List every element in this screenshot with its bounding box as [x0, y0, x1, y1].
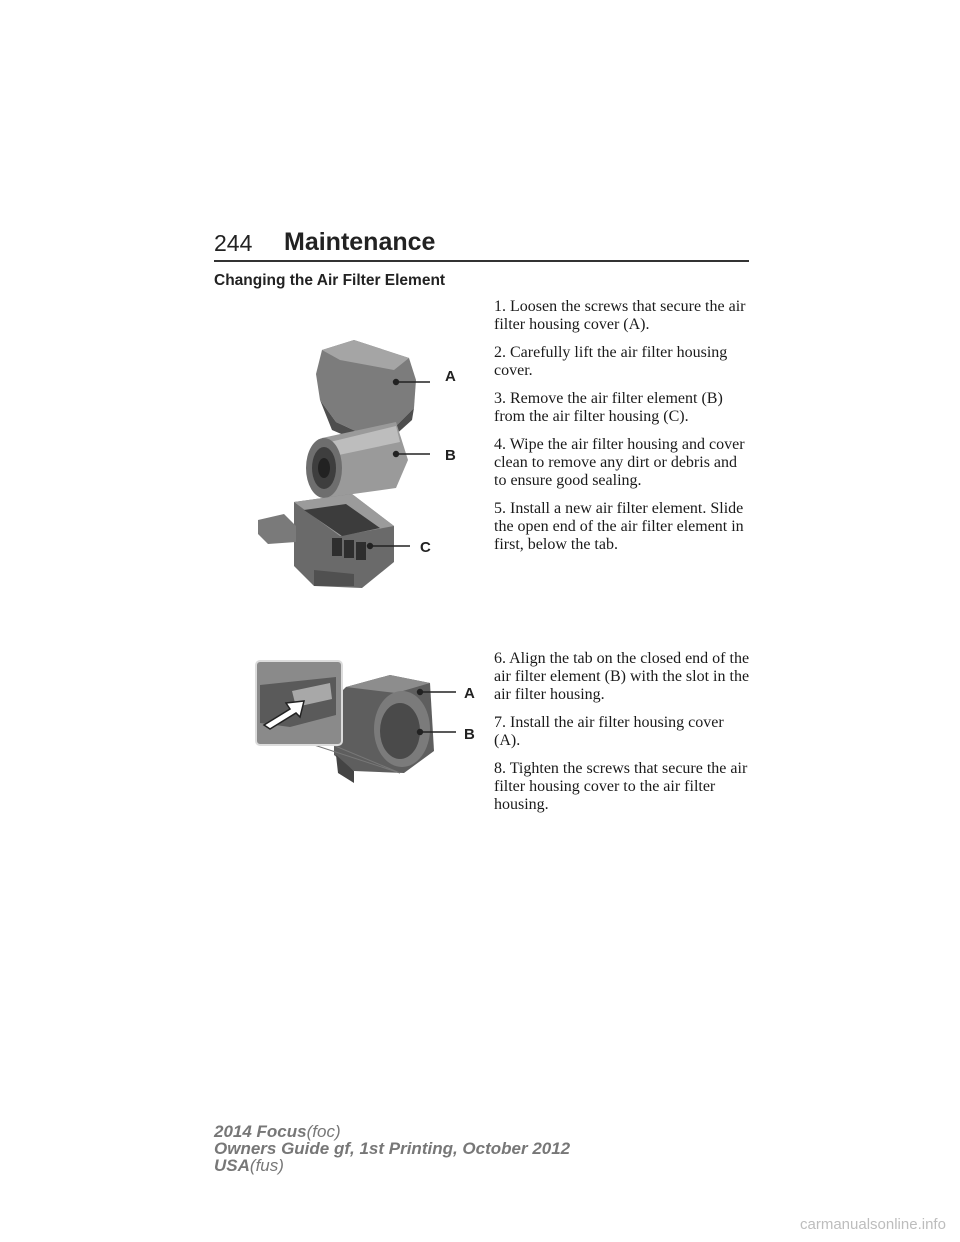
- callout-b: B: [445, 447, 456, 464]
- callout-a: A: [464, 685, 475, 702]
- steps-part-2: [494, 650, 752, 824]
- step-7: 7. Install the air filter housing cover (A).: [494, 714, 724, 749]
- air-filter-installed-figure: [250, 655, 490, 785]
- header-rule: [214, 260, 749, 262]
- steps-part-1: [494, 298, 752, 564]
- filter-housing-cover: [316, 340, 416, 442]
- page-header: [214, 228, 749, 262]
- page-number: 244: [214, 230, 253, 256]
- section-title: Maintenance: [284, 228, 436, 256]
- callout-a: A: [445, 368, 456, 385]
- subheading: Changing the Air Filter Element: [214, 272, 446, 289]
- step-5: 5. Install a new air filter element. Slide the open end of the air filter element in first, below the tab.: [494, 500, 744, 553]
- step-2: 2. Carefully lift the air filter housing cover.: [494, 344, 728, 379]
- step-6: 6. Align the tab on the closed end of the air filter element (B) with the slot in the air filter housing.: [494, 650, 750, 703]
- step-3: 3. Remove the air filter element (B) from the air filter housing (C).: [494, 390, 723, 425]
- watermark: carmanualsonline.info: [800, 1216, 946, 1233]
- footer-line-1: 2014 Focus(foc): [214, 1122, 341, 1141]
- air-filter-exploded-figure: [244, 330, 474, 600]
- callout-c: C: [420, 539, 431, 556]
- step-8: 8. Tighten the screws that secure the air filter housing cover to the air filter housing.: [494, 760, 748, 813]
- filter-housing: [258, 494, 394, 588]
- page-footer: [214, 1123, 570, 1174]
- footer-line-3: USA(fus): [214, 1156, 284, 1175]
- filter-element: [306, 422, 408, 498]
- step-1: 1. Loosen the screws that secure the air filter housing cover (A).: [494, 298, 746, 333]
- step-4: 4. Wipe the air filter housing and cover clean to remove any dirt or debris and to ensure good sealing.: [494, 436, 745, 489]
- footer-line-2: Owners Guide gf, 1st Printing, October 2012: [214, 1139, 571, 1158]
- callout-b: B: [464, 726, 475, 743]
